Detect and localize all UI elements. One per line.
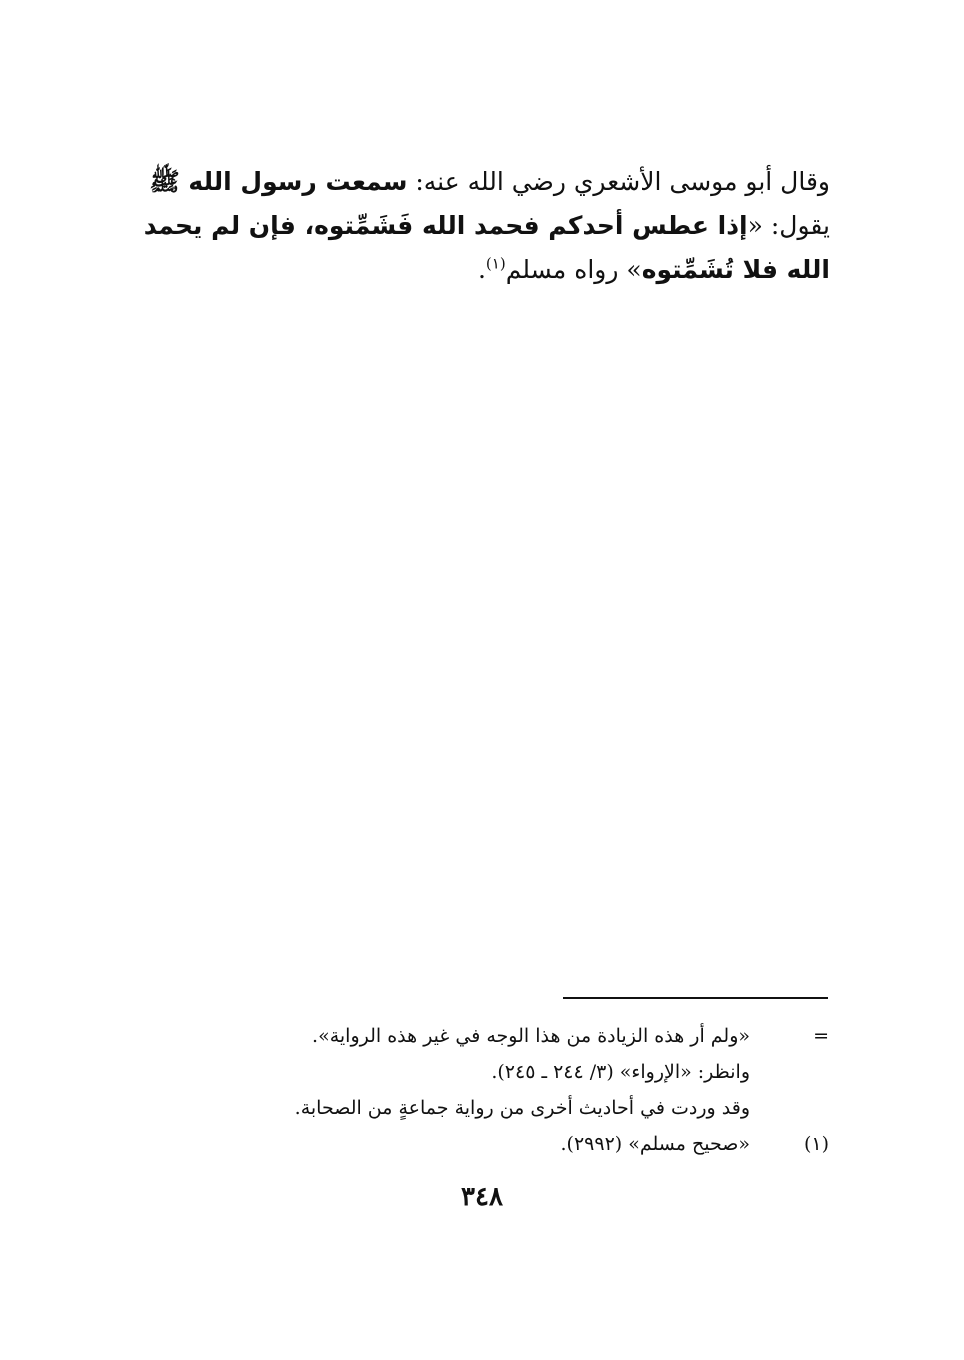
page-number: ٣٤٨ bbox=[461, 1182, 503, 1212]
footnote-separator bbox=[563, 997, 828, 999]
footnote-1-text: «صحيح مسلم» (٢٩٩٢). bbox=[560, 1133, 750, 1155]
footnote-1-number: (١) bbox=[803, 1133, 829, 1155]
narration-says: يقول: « bbox=[747, 211, 830, 240]
footnote-line-1: «ولم أر هذه الزيادة من هذا الوجه في غير هذه الرواية». bbox=[312, 1025, 750, 1047]
hadith-text: إذا عطس أحدكم فحمد الله فَشَمِّتوه، فإن لم يحمد الله فلا تُشَمِّتوه bbox=[143, 211, 830, 284]
narration-intro: وقال أبو موسى الأشعري رضي الله عنه: bbox=[407, 167, 830, 196]
main-paragraph bbox=[130, 160, 830, 292]
narration-source: » رواه مسلم bbox=[505, 255, 642, 284]
footnote-reference: (١) bbox=[485, 254, 506, 273]
footnote-continuation-marker: = bbox=[813, 1025, 829, 1047]
footnote-line-2: وانظر: «الإرواء» (٣/ ٢٤٤ ـ ٢٤٥). bbox=[491, 1061, 750, 1083]
footnote-line-3: وقد وردت في أحاديث أخرى من رواية جماعةٍ من الصحابة. bbox=[294, 1097, 750, 1119]
narration-bold-phrase: سمعت رسول الله ﷺ bbox=[149, 167, 408, 196]
narration-end: . bbox=[477, 255, 486, 284]
